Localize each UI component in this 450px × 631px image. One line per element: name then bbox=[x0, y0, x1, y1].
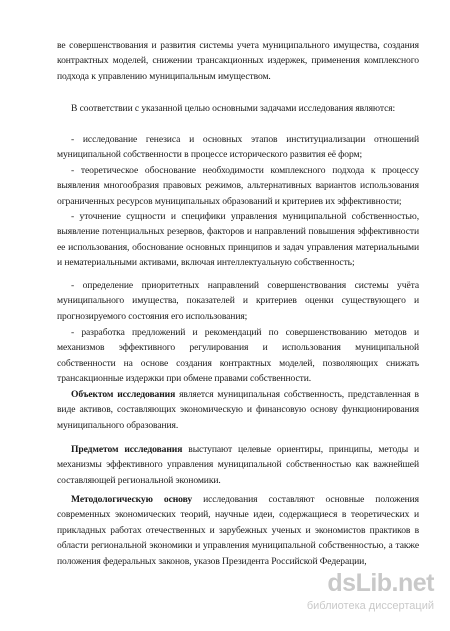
task-item-5: - разработка предложений и рекомендаций по совершенствованию методов и механизмов эффективного регулирования и использования муниципальной собственности на основе создания контрактных моделей, позволяющих снижать трансакционные издержки при обмене правами собственности. bbox=[57, 327, 419, 385]
task-item-2: - теоретическое обоснование необходимости комплексного подхода к процессу выявления многообразия правовых режимов, альтернативных вариантов использования ограниченных ресурсов муниципальных образований и критериев их эффективности; bbox=[57, 165, 419, 207]
object-text: является муниципальная собственность, представленная в виде активов, составляющих экономическую и финансовую основу функционирования муниципального образования. bbox=[57, 389, 419, 431]
task-item-3: - уточнение сущности и специфики управления муниципальной собственностью, выявление потенциальных резервов, факторов и направлений повышения эффективности ее использования, обоснование основных принципов и задач управления материальными и нематериальными активами, включая интеллектуальную собственность; bbox=[57, 211, 419, 269]
task-item-1: - исследование генезиса и основных этапов институциализации отношений муниципальной собственности в процессе исторического развития её форм; bbox=[57, 134, 419, 161]
methodology-term: Методологическую основу bbox=[71, 494, 193, 505]
subject-term: Предметом исследования bbox=[71, 444, 183, 455]
watermark bbox=[302, 569, 434, 619]
watermark-logo: dsLib.net bbox=[327, 569, 434, 597]
paragraph-subject bbox=[57, 442, 419, 488]
paragraph-methodology bbox=[57, 492, 419, 569]
paragraph-tasks-intro: В соответствии с указанной целью основными задачами исследования являются: bbox=[71, 103, 396, 114]
paragraph-intro-continuation: ве совершенствования и развития системы учета муниципального имущества, создания контрактных моделей, снижении трансакционных издержек, применения комплексного подхода к управлению муниципальным имуществом. bbox=[57, 40, 419, 82]
subject-text: выступают целевые ориентиры, принципы, методы и механизмы эффективного управления муниципальной собственностью как важнейшей составляющей региональной экономики. bbox=[57, 444, 420, 486]
object-term: Объектом исследования bbox=[71, 389, 176, 400]
task-item-4: - определение приоритетных направлений совершенствования системы учёта муниципального имущества, показателей и критериев оценки существующего и прогнозируемого состояния его использования; bbox=[57, 280, 419, 322]
paragraph-object bbox=[57, 387, 419, 433]
methodology-text: исследования составляют основные положения современных экономических теорий, научные идеи, содержащиеся в теоретических и прикладных работах отечественных и зарубежных ученых и экономистов практиков в области региональной экономики и управления муниципальной собственностью, а также положения федеральных законов, указов Президента Российской Федерации, bbox=[57, 494, 419, 567]
watermark-subtitle: библиотека диссертаций bbox=[306, 600, 434, 612]
